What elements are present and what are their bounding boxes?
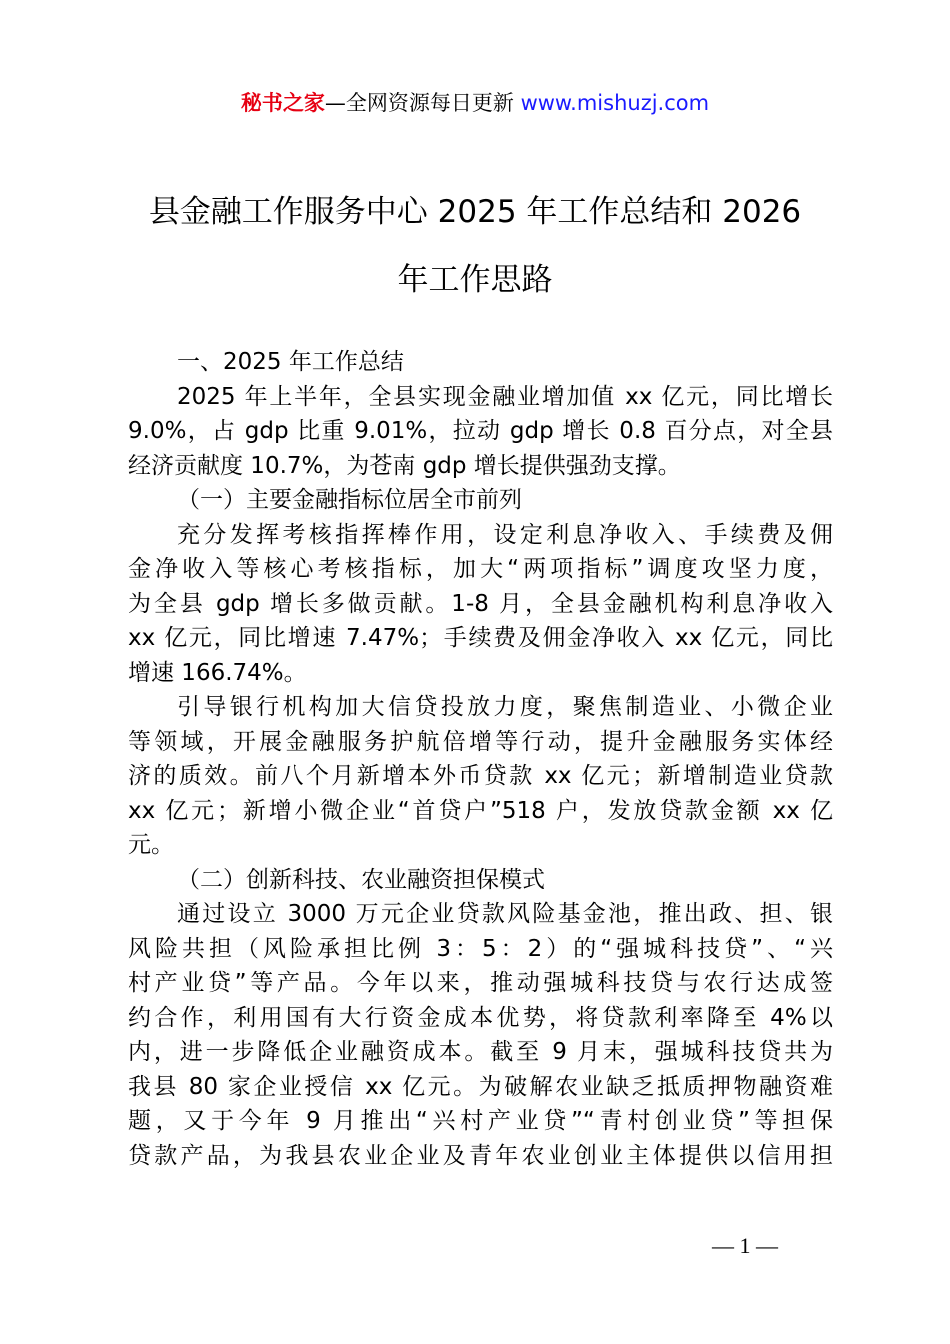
- paragraph-line: 增速 166.74%。: [128, 659, 307, 686]
- paragraph-line: xx 亿元；新增小微企业“首贷户”518 户，发放贷款金额 xx 亿: [128, 797, 833, 824]
- document-body: [128, 345, 833, 1173]
- paragraph-line: 风险共担（风险承担比例 3：5：2）的“强城科技贷”、“兴: [128, 935, 833, 962]
- paragraph-line: 内，进一步降低企业融资成本。截至 9 月末，强城科技贷共为: [128, 1039, 833, 1065]
- subsection-heading: （一）主要金融指标位居全市前列: [177, 487, 522, 513]
- site-url-link[interactable]: www.mishuzj.com: [520, 91, 710, 115]
- paragraph-line: 贷款产品，为我县农业企业及青年农业创业主体提供以信用担: [128, 1142, 833, 1169]
- paragraph-line: 济的质效。前八个月新增本外币贷款 xx 亿元；新增制造业贷款: [128, 763, 833, 789]
- paragraph-line: 我县 80 家企业授信 xx 亿元。为破解农业缺乏抵质押物融资难: [128, 1073, 833, 1100]
- paragraph-line: 约合作，利用国有大行资金成本优势，将贷款利率降至 4%以: [128, 1004, 833, 1031]
- site-banner: [0, 88, 950, 118]
- page-number: — 1 —: [712, 1233, 778, 1258]
- paragraph-line: 题，又于今年 9 月推出“兴村产业贷”“青村创业贷”等担保: [128, 1108, 833, 1134]
- paragraph-line: 9.0%，占 gdp 比重 9.01%，拉动 gdp 增长 0.8 百分点，对全县: [128, 418, 833, 444]
- paragraph-line: 充分发挥考核指挥棒作用，设定利息净收入、手续费及佣: [177, 521, 833, 548]
- paragraph-line: 经济贡献度 10.7%，为苍南 gdp 增长提供强劲支撑。: [128, 452, 681, 479]
- document-title-line-2: 年工作思路: [397, 262, 553, 298]
- paragraph-line: 为全县 gdp 增长多做贡献。1-8 月，全县金融机构利息净收入: [128, 590, 833, 617]
- banner-tagline: —全网资源每日更新: [324, 91, 521, 115]
- paragraph-line: 2025 年上半年，全县实现金融业增加值 xx 亿元，同比增长: [177, 383, 833, 410]
- document-title-line-1: 县金融工作服务中心 2025 年工作总结和 2026: [148, 194, 802, 230]
- brand-name: 秘书之家: [240, 91, 325, 115]
- paragraph-line: xx 亿元，同比增速 7.47%；手续费及佣金净收入 xx 亿元，同比: [128, 625, 833, 651]
- paragraph-line: 村产业贷”等产品。今年以来，推动强城科技贷与农行达成签: [128, 970, 833, 996]
- paragraph-line: 等领域，开展金融服务护航倍增等行动，提升金融服务实体经: [128, 728, 833, 755]
- subsection-heading: （二）创新科技、农业融资担保模式: [177, 866, 545, 893]
- paragraph-line: 元。: [128, 832, 174, 858]
- paragraph-line: 金净收入等核心考核指标，加大“两项指标”调度攻坚力度，: [128, 556, 833, 582]
- section-heading: 一、2025 年工作总结: [177, 349, 404, 375]
- paragraph-line: 引导银行机构加大信贷投放力度，聚焦制造业、小微企业: [177, 694, 833, 720]
- paragraph-line: 通过设立 3000 万元企业贷款风险基金池，推出政、担、银: [177, 901, 833, 927]
